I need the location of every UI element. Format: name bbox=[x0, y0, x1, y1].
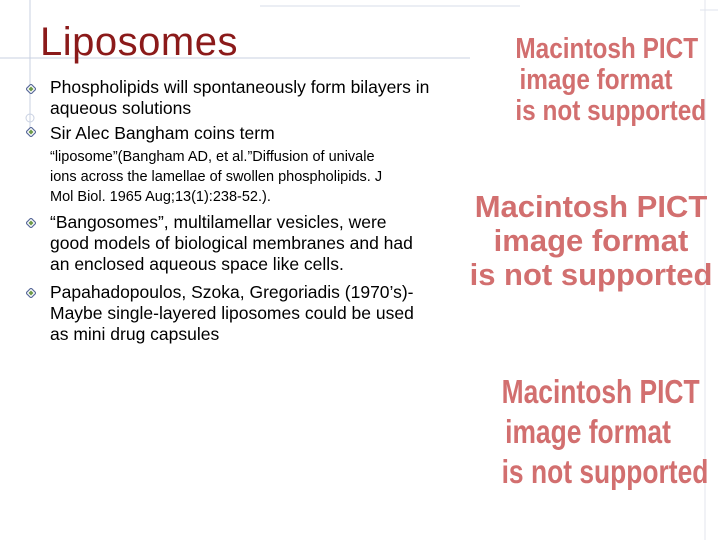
bullet-2-line: Sir Alec Bangham coins term bbox=[50, 123, 275, 143]
bullet-2 bbox=[50, 123, 275, 144]
unsupported-image-placeholder bbox=[462, 190, 720, 292]
placeholder-line: image format bbox=[505, 413, 671, 450]
bullet-diamond-icon bbox=[26, 127, 36, 137]
citation-line: ions across the lamellae of swollen phospholipids. J bbox=[50, 169, 383, 185]
bullet-1-line: aqueous solutions bbox=[50, 98, 192, 118]
placeholder-line: is not supported bbox=[515, 95, 707, 127]
bullet-1-line: Phospholipids will spontaneously form bilayers in bbox=[50, 77, 430, 97]
slide-title: Liposomes bbox=[40, 20, 238, 64]
placeholder-line: Macintosh PICT bbox=[501, 373, 700, 410]
placeholder-line: Macintosh PICT bbox=[474, 189, 708, 224]
bullet-1 bbox=[50, 77, 429, 119]
bullet-3-line: an enclosed aqueous space like cells. bbox=[50, 254, 344, 274]
bullet-4-line: Papahadopoulos, Szoka, Gregoriadis (1970’s)- bbox=[50, 282, 414, 302]
citation-line: Mol Biol. 1965 Aug;13(1):238-52.). bbox=[50, 189, 271, 205]
placeholder-line: image format bbox=[493, 223, 689, 258]
placeholder-line: image format bbox=[519, 64, 673, 96]
bullet-3 bbox=[50, 212, 413, 275]
bullet-4-line: as mini drug capsules bbox=[50, 324, 220, 344]
bullet-4 bbox=[50, 282, 414, 345]
placeholder-line: is not supported bbox=[501, 453, 709, 490]
placeholder-line: is not supported bbox=[469, 257, 713, 292]
citation-text bbox=[50, 147, 382, 207]
bullet-3-line: “Bangosomes”, multilamellar vesicles, were bbox=[50, 212, 387, 232]
unsupported-image-placeholder bbox=[500, 33, 707, 127]
bullet-3-line: good models of biological membranes and had bbox=[50, 233, 413, 253]
citation-line: “liposome”(Bangham AD, et al.”Diffusion of univale bbox=[50, 149, 375, 165]
bullet-diamond-icon bbox=[26, 84, 36, 94]
bullet-diamond-icon bbox=[26, 288, 36, 298]
unsupported-image-placeholder bbox=[480, 372, 709, 492]
placeholder-line: Macintosh PICT bbox=[515, 33, 699, 65]
bullet-4-line: Maybe single-layered liposomes could be used bbox=[50, 303, 414, 323]
bullet-diamond-icon bbox=[26, 218, 36, 228]
